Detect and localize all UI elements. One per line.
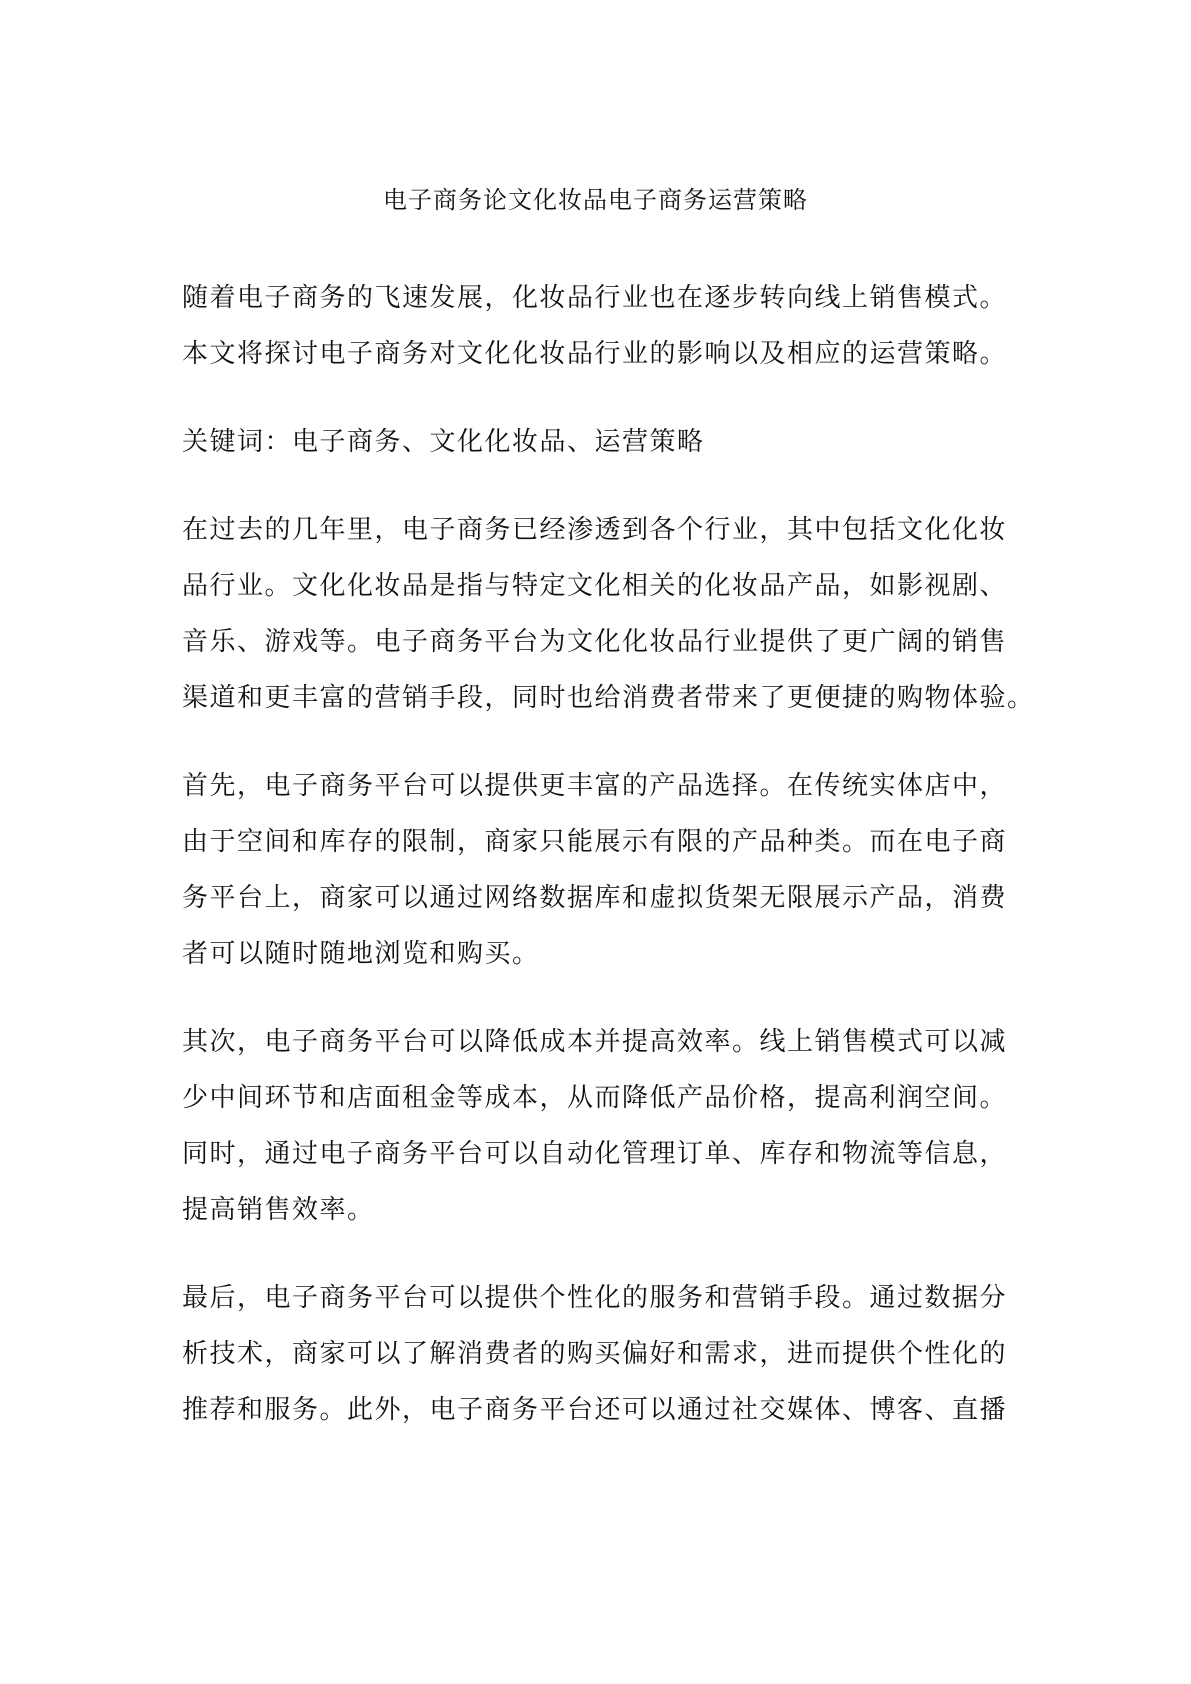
text-line: 首先，电子商务平台可以提供更丰富的产品选择。在传统实体店中， — [182, 771, 1008, 801]
text-line: 少中间环节和店面租金等成本，从而降低产品价格，提高利润空间。 — [182, 1083, 1008, 1113]
text-line: 随着电子商务的飞速发展，化妆品行业也在逐步转向线上销售模式。 — [182, 283, 1008, 313]
text-line: 品行业。文化化妆品是指与特定文化相关的化妆品产品，如影视剧、 — [182, 571, 1008, 601]
text-line: 者可以随时随地浏览和购买。 — [182, 939, 540, 969]
text-line: 音乐、游戏等。电子商务平台为文化化妆品行业提供了更广阔的销售 — [182, 627, 1008, 657]
text-line: 推荐和服务。此外，电子商务平台还可以通过社交媒体、博客、直播 — [182, 1395, 1008, 1425]
text-line: 在过去的几年里，电子商务已经渗透到各个行业，其中包括文化化妆 — [182, 515, 1008, 545]
paragraph-intro — [182, 502, 1035, 726]
text-line: 其次，电子商务平台可以降低成本并提高效率。线上销售模式可以减 — [182, 1027, 1008, 1057]
text-line: 最后，电子商务平台可以提供个性化的服务和营销手段。通过数据分 — [182, 1283, 1008, 1313]
text-line: 关键词：电子商务、文化化妆品、运营策略 — [182, 427, 705, 457]
paragraph-keywords — [182, 414, 1018, 470]
text-line: 渠道和更丰富的营销手段，同时也给消费者带来了更便捷的购物体验。 — [182, 683, 1035, 713]
paragraph-first — [182, 758, 1018, 982]
document-body — [182, 270, 1035, 1470]
text-line: 同时，通过电子商务平台可以自动化管理订单、库存和物流等信息， — [182, 1139, 1008, 1169]
text-line: 务平台上，商家可以通过网络数据库和虚拟货架无限展示产品，消费 — [182, 883, 1008, 913]
paragraph-abstract — [182, 270, 1018, 382]
paragraph-second — [182, 1014, 1018, 1238]
text-line: 本文将探讨电子商务对文化化妆品行业的影响以及相应的运营策略。 — [182, 339, 1008, 369]
document-title: 电子商务论文化妆品电子商务运营策略 — [383, 186, 808, 214]
text-line: 由于空间和库存的限制，商家只能展示有限的产品种类。而在电子商 — [182, 827, 1008, 857]
text-line: 提高销售效率。 — [182, 1195, 375, 1225]
text-line: 析技术，商家可以了解消费者的购买偏好和需求，进而提供个性化的 — [182, 1339, 1008, 1369]
paragraph-last — [182, 1270, 1018, 1438]
